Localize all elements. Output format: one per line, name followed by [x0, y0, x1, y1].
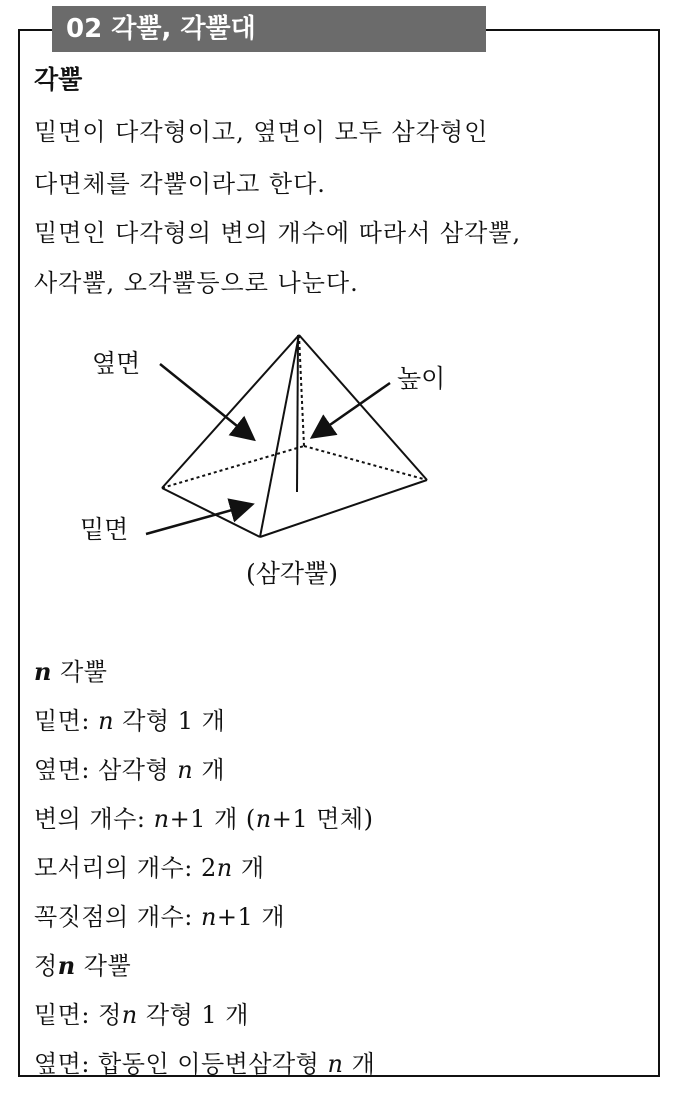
section-header — [52, 6, 486, 52]
arrow-base — [146, 505, 250, 534]
pyramid-figure — [0, 320, 674, 610]
hidden-edge-left-back — [162, 446, 304, 488]
edge-base-front-right — [260, 480, 427, 537]
hidden-edge-apex-back — [299, 335, 304, 446]
edge-apex-front — [260, 335, 299, 537]
section-header-title: 02 각뿔, 각뿔대 — [66, 14, 256, 44]
section-heading: 각뿔 — [34, 65, 83, 94]
label-height: 높이 — [397, 364, 446, 393]
edge-apex-right — [299, 335, 427, 480]
regular-pyramid-title: 정n 각뿔 — [34, 951, 132, 980]
n-pyramid-edge-count: 모서리의 개수: 2n 개 — [34, 854, 265, 882]
n-pyramid-title: n 각뿔 — [34, 657, 108, 686]
height-line — [297, 335, 298, 492]
edge-base-left-front — [162, 488, 260, 537]
n-pyramid-edges: 변의 개수: n+1 개 (n+1 면체) — [34, 805, 374, 833]
n-pyramid-side: 옆면: 삼각형 n 개 — [34, 756, 226, 784]
intro-line-3: 밑면인 다각형의 변의 개수에 따라서 삼각뿔, — [34, 219, 522, 247]
regular-pyramid-base: 밑면: 정n 각형 1 개 — [34, 1001, 249, 1029]
intro-line-4: 사각뿔, 오각뿔등으로 나눈다. — [34, 269, 359, 297]
figure-caption: (삼각뿔) — [246, 559, 338, 588]
regular-pyramid-side: 옆면: 합동인 이등변삼각형 n 개 — [34, 1050, 376, 1078]
arrow-height — [314, 383, 390, 436]
arrow-side-face — [160, 364, 252, 438]
n-pyramid-vertices: 꼭짓점의 개수: n+1 개 — [34, 903, 286, 931]
intro-line-2: 다면체를 각뿔이라고 한다. — [34, 170, 326, 198]
label-side-face: 옆면 — [92, 349, 141, 378]
label-base: 밑면 — [80, 515, 129, 544]
n-pyramid-base: 밑면: n 각형 1 개 — [34, 707, 226, 735]
edge-apex-left — [162, 335, 299, 488]
hidden-edge-back-right — [304, 446, 427, 480]
intro-line-1: 밑면이 다각형이고, 옆면이 모두 삼각형인 — [34, 118, 489, 146]
